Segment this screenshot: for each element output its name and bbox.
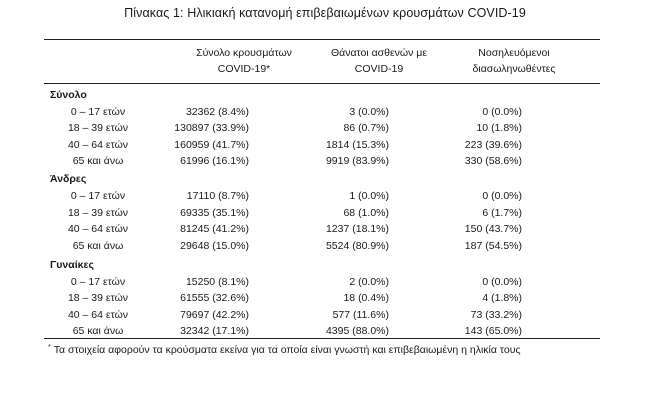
header-deaths-line1: Θάνατοι ασθενών με (330, 47, 428, 59)
age-cell: 40 – 64 ετών (67, 139, 129, 151)
cases-cell: 17110 (8.7%) (186, 190, 249, 202)
deaths-cell: 1814 (15.3%) (325, 139, 389, 151)
footnote-marker: * (48, 344, 51, 351)
intubated-cell: 0 (0.0%) (482, 276, 522, 288)
header-intubated (452, 45, 576, 77)
table-row (0, 139, 650, 154)
cases-cell: 69335 (35.1%) (180, 207, 249, 219)
intubated-cell: 187 (54.5%) (464, 240, 522, 252)
cases-cell: 130897 (33.9%) (174, 122, 249, 134)
intubated-cell: 6 (1.7%) (482, 207, 522, 219)
header-total-cases-line1: Σύνολο κρουσμάτων (196, 47, 292, 59)
cases-cell: 32362 (8.4%) (185, 106, 249, 118)
deaths-cell: 1237 (18.1%) (325, 223, 389, 235)
header-total-cases-line2: COVID-19* (217, 63, 271, 75)
group-label-men: Άνδρες (50, 173, 87, 185)
intubated-cell: 4 (1.8%) (482, 292, 522, 304)
deaths-cell: 1 (0.0%) (349, 190, 389, 202)
cases-cell: 15250 (8.1%) (185, 276, 249, 288)
group-label-total: Σύνολο (50, 89, 87, 101)
bottom-rule (44, 338, 600, 339)
intubated-cell: 150 (43.7%) (464, 223, 522, 235)
age-cell: 40 – 64 ετών (67, 309, 129, 321)
cases-cell: 32342 (17.1%) (180, 325, 249, 337)
age-cell: 0 – 17 ετών (70, 190, 126, 202)
intubated-cell: 330 (58.6%) (464, 155, 522, 167)
age-cell: 18 – 39 ετών (67, 292, 129, 304)
table-row (0, 106, 650, 121)
cases-cell: 160959 (41.7%) (174, 139, 249, 151)
table-row (0, 207, 650, 222)
table-row (0, 122, 650, 137)
header-total-cases (186, 45, 302, 77)
age-cell: 18 – 39 ετών (67, 122, 129, 134)
table-row (0, 190, 650, 205)
age-cell: 40 – 64 ετών (67, 223, 129, 235)
cases-cell: 81245 (41.2%) (180, 223, 249, 235)
header-deaths (314, 45, 444, 77)
intubated-cell: 0 (0.0%) (482, 106, 522, 118)
intubated-cell: 223 (39.6%) (464, 139, 522, 151)
top-rule (44, 39, 600, 40)
table-row (0, 309, 650, 324)
deaths-cell: 3 (0.0%) (349, 106, 389, 118)
table-row (0, 292, 650, 307)
age-cell: 0 – 17 ετών (70, 106, 126, 118)
table-title: Πίνακας 1: Ηλικιακή κατανομή επιβεβαιωμένων κρουσμάτων COVID-19 (124, 6, 526, 20)
deaths-cell: 86 (0.7%) (343, 122, 389, 134)
group-label-women: Γυναίκες (50, 259, 94, 271)
intubated-cell: 0 (0.0%) (482, 190, 522, 202)
header-intubated-line1: Νοσηλευόμενοι (478, 47, 550, 59)
age-cell: 0 – 17 ετών (70, 276, 126, 288)
table-row (0, 276, 650, 291)
cases-cell: 79697 (42.2%) (180, 309, 249, 321)
header-rule (44, 83, 600, 84)
age-cell: 18 – 39 ετών (67, 207, 129, 219)
table-row (0, 240, 650, 255)
deaths-cell: 18 (0.4%) (343, 292, 389, 304)
deaths-cell: 577 (11.6%) (332, 309, 389, 321)
age-cell: 65 και άνω (72, 325, 124, 337)
intubated-cell: 10 (1.8%) (476, 122, 522, 134)
deaths-cell: 5524 (80.9%) (325, 240, 389, 252)
footnote-text: Τα στοιχεία αφορούν τα κρούσματα εκείνα για τα οποία είναι γνωστή και επιβεβαιωμένη η ηλικία τους (53, 344, 521, 356)
header-intubated-line2: διασωληνωθέντες (472, 63, 556, 75)
cases-cell: 61996 (16.1%) (180, 155, 249, 167)
cases-cell: 29648 (15.0%) (180, 240, 249, 252)
deaths-cell: 9919 (83.9%) (325, 155, 389, 167)
age-cell: 65 και άνω (72, 155, 124, 167)
intubated-cell: 73 (33.2%) (470, 309, 522, 321)
age-cell: 65 και άνω (72, 240, 124, 252)
deaths-cell: 2 (0.0%) (349, 276, 389, 288)
deaths-cell: 4395 (88.0%) (325, 325, 389, 337)
deaths-cell: 68 (1.0%) (343, 207, 389, 219)
header-deaths-line2: COVID-19 (354, 63, 404, 75)
table-row (0, 223, 650, 238)
table-row (0, 155, 650, 170)
cases-cell: 61555 (32.6%) (180, 292, 249, 304)
footnote (48, 344, 521, 356)
intubated-cell: 143 (65.0%) (464, 325, 522, 337)
